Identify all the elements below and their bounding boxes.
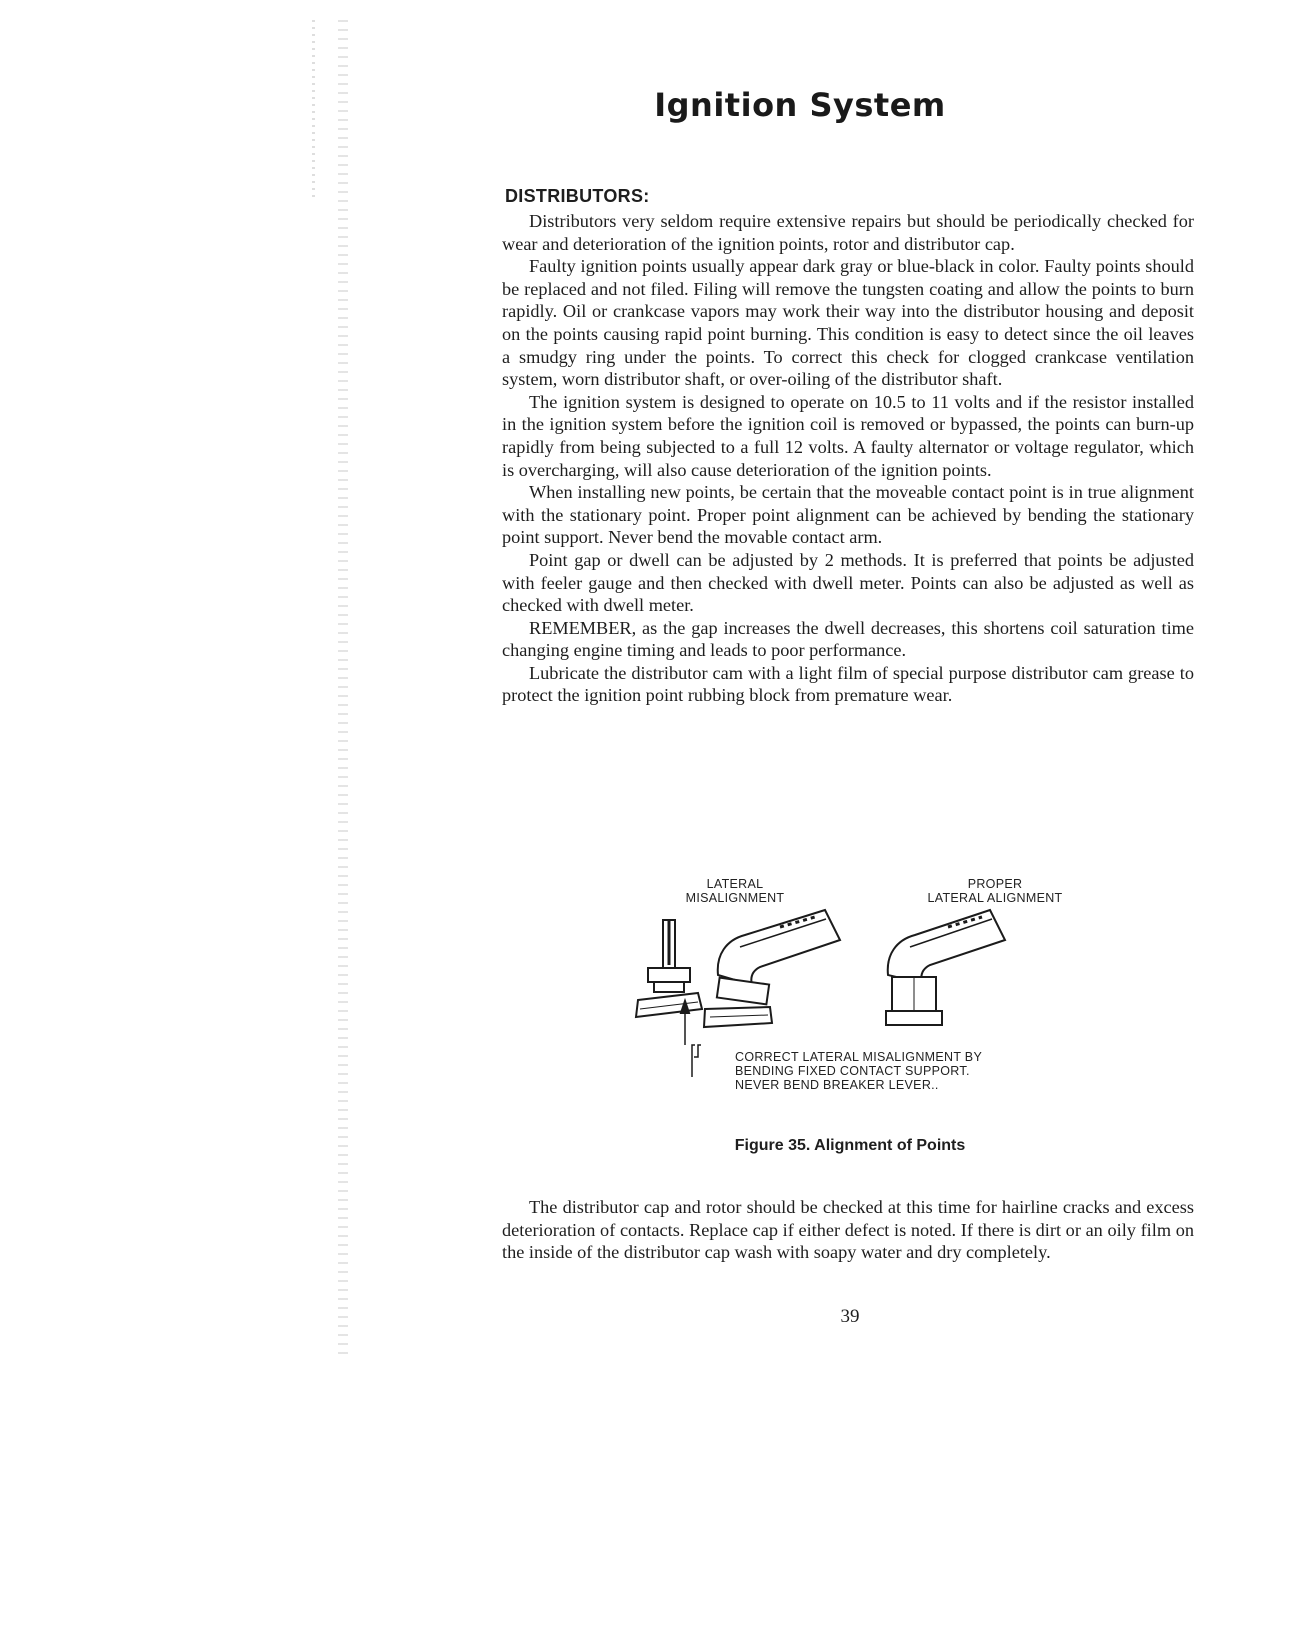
arrow-icon <box>681 1001 701 1077</box>
misaligned-points-drawing <box>636 920 702 1017</box>
paragraph: Lubricate the distributor cam with a light film of special purpose distributor cam grease to protect the ignition point rubbing block from premature wear. <box>502 662 1194 706</box>
paragraph: The ignition system is designed to operate on 10.5 to 11 volts and if the resistor installed in the ignition system before the ignition coil is removed or bypassed, the points can burn-up rapidly from being subjected to a full 12 volts. A faulty alternator or voltage regulator, which is overcharging, will also cause deterioration of the ignition points. <box>502 391 1194 480</box>
paragraph: Point gap or dwell can be adjusted by 2 methods. It is preferred that points be adjusted with feeler gauge and then checked with dwell meter. Points can also be adjusted as well as checked with dwell meter. <box>502 549 1194 616</box>
misaligned-lever-drawing <box>704 910 840 1027</box>
figure-note: CORRECT LATERAL MISALIGNMENT BY BENDING FIXED CONTACT SUPPORT. NEVER BEND BREAKER LEVER.. <box>735 1050 983 1092</box>
paragraph: REMEMBER, as the gap increases the dwell decreases, this shortens coil saturation time changing engine timing and leads to poor performance. <box>502 617 1194 661</box>
figure-caption: Figure 35. Alignment of Points <box>734 1137 966 1154</box>
aligned-lever-drawing <box>886 910 1005 1025</box>
binding-edge-artifact <box>312 20 315 200</box>
paragraph: The distributor cap and rotor should be checked at this time for hairline cracks and excess deterioration of contacts. Replace cap if either defect is noted. If there is dirt or an oily film on the inside of the distributor cap wash with soapy water and dry completely. <box>502 1197 1194 1263</box>
page-title: Ignition System <box>654 86 946 124</box>
page-number: 39 <box>840 1306 860 1327</box>
closing-body-text <box>502 1196 1194 1264</box>
main-body-text <box>502 210 1194 707</box>
figure-label-misalignment: LATERAL MISALIGNMENT <box>685 877 785 905</box>
binding-edge-artifact <box>338 20 348 1360</box>
paragraph: Distributors very seldom require extensive repairs but should be periodically checked for wear and deterioration of the ignition points, rotor and distributor cap. <box>502 211 1194 254</box>
paragraph: Faulty ignition points usually appear dark gray or blue-black in color. Faulty points should be replaced and not filed. Filing will remove the tungsten coating and allow the points to burn rapidly. Oil or crankcase vapors may work their way into the distributor housing and deposit on the points causing rapid point burning. This condition is easy to detect since the oil leaves a smudgy ring under the points. To correct this check for clogged crankcase ventilation system, worn distributor shaft, or over-oiling of the distributor shaft. <box>502 256 1194 390</box>
figure-label-proper-alignment: PROPER LATERAL ALIGNMENT <box>927 877 1063 905</box>
paragraph: When installing new points, be certain that the moveable contact point is in true alignment with the stationary point. Proper point alignment can be achieved by bending the stationary point support. Never bend the movable contact arm. <box>502 482 1194 548</box>
section-heading: DISTRIBUTORS: <box>505 186 650 206</box>
